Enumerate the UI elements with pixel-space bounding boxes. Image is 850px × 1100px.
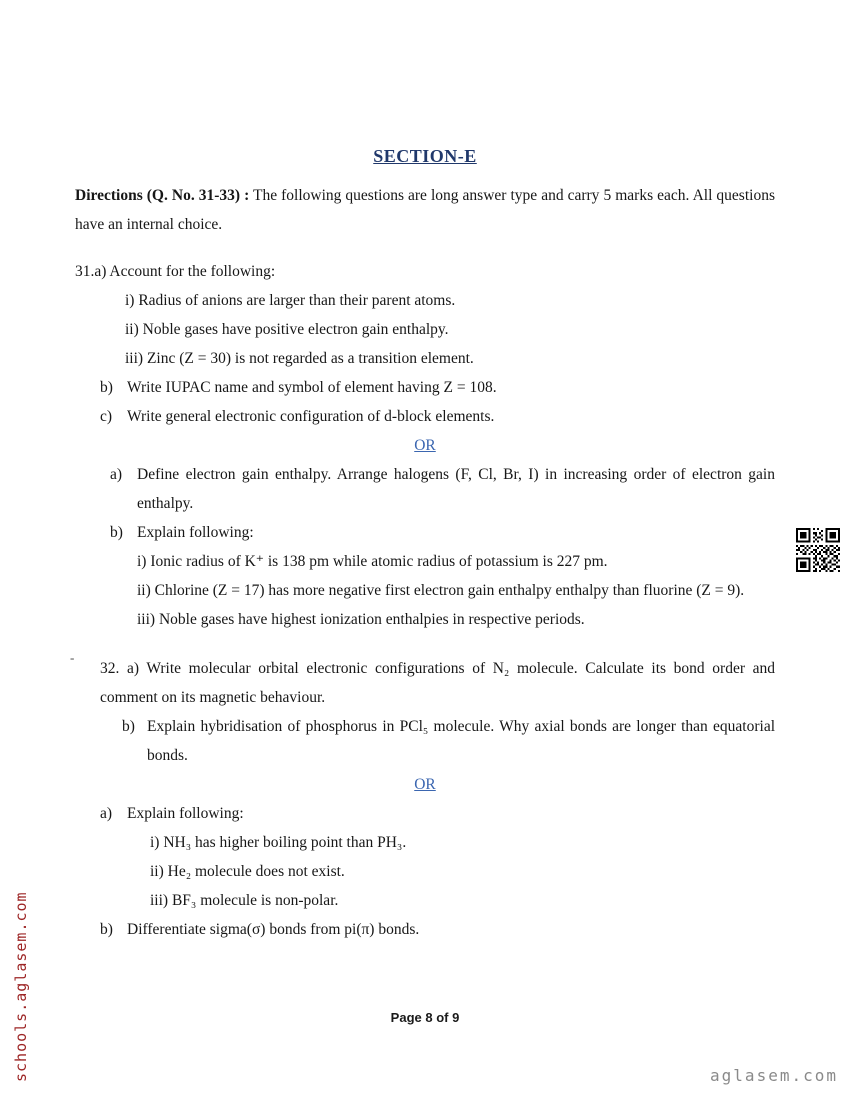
- q31-alt-sub-iii: iii) Noble gases have highest ionization enthalpies in respective periods.: [137, 611, 585, 628]
- q32-alt-b-label: b): [100, 921, 113, 938]
- qr-code-graphic: [796, 528, 840, 572]
- q32-part-b-label: b): [122, 718, 135, 735]
- section-title: [75, 146, 775, 167]
- stray-dash: -: [70, 650, 75, 665]
- q31-alt-b-text: Explain following:: [137, 524, 254, 541]
- q31-alt-sub-i: i) Ionic radius of K⁺ is 138 pm while atomic radius of potassium is 227 pm.: [137, 553, 608, 570]
- page-number: Page 8 of 9: [390, 1010, 460, 1025]
- q31-alt-a: [110, 460, 775, 518]
- q31-alt-b-label: b): [110, 524, 123, 541]
- directions-text: The following questions are long answer type and carry 5 marks each. All questions have an internal choice.: [75, 187, 775, 233]
- section-title-text: SECTION-E: [373, 146, 477, 166]
- q31-part-b: [100, 373, 775, 402]
- q32-alt-sub-ii: ii) He₂ molecule does not exist.: [150, 863, 345, 880]
- q31-part-c-text: Write general electronic configuration of d-block elements.: [127, 408, 495, 425]
- question-32: [75, 654, 775, 944]
- q31-or-divider: OR: [414, 437, 436, 454]
- q31-alt-a-text: Define electron gain enthalpy. Arrange halogens (F, Cl, Br, I) in increasing order of electron gain enthalpy.: [137, 466, 775, 512]
- q31-sub-ii: ii) Noble gases have positive electron gain enthalpy.: [125, 321, 449, 338]
- q31-sub-iii: iii) Zinc (Z = 30) is not regarded as a transition element.: [125, 350, 474, 367]
- document-body: [75, 146, 775, 944]
- watermark-bottom-right: aglasem.com: [710, 1066, 838, 1085]
- q31-part-b-label: b): [100, 379, 113, 396]
- q31-part-c: [100, 402, 775, 431]
- q32-alt-a-text: Explain following:: [127, 805, 244, 822]
- q31-intro: 31.a) Account for the following:: [75, 263, 276, 280]
- q32-alt-b-text: Differentiate sigma(σ) bonds from pi(π) bonds.: [127, 921, 420, 938]
- directions-paragraph: [75, 181, 775, 239]
- q31-alt-a-label: a): [110, 466, 123, 483]
- q32-alt-b: [100, 915, 775, 944]
- q31-alt-b: [110, 518, 775, 547]
- qr-code: [796, 528, 840, 572]
- q32-alt-a-label: a): [100, 805, 113, 822]
- q31-part-b-text: Write IUPAC name and symbol of element having Z = 108.: [127, 379, 497, 396]
- q32-alt-sub-iii: iii) BF₃ molecule is non-polar.: [150, 892, 339, 909]
- q32-part-b: [122, 712, 775, 770]
- q32-alt-sub-i: i) NH₃ has higher boiling point than PH₃.: [150, 834, 407, 851]
- q31-part-c-label: c): [100, 408, 113, 425]
- q32-or-divider: OR: [414, 776, 436, 793]
- q31-sub-i: i) Radius of anions are larger than their parent atoms.: [125, 292, 456, 309]
- q31-alt-sub-ii: ii) Chlorine (Z = 17) has more negative first electron gain enthalpy enthalpy than fluorine (Z = 9).: [137, 582, 745, 599]
- question-31: [75, 257, 775, 634]
- q32-part-a: 32. a) Write molecular orbital electronic configurations of N₂ molecule. Calculate its bond order and comment on its magnetic behaviour.: [100, 660, 775, 706]
- watermark-left: schools.aglasem.com: [12, 891, 30, 1082]
- q32-part-b-text: Explain hybridisation of phosphorus in PCl₅ molecule. Why axial bonds are longer than equatorial bonds.: [147, 718, 775, 764]
- q32-alt-a: [100, 799, 775, 828]
- directions-bold: Directions (Q. No. 31-33) :: [75, 187, 250, 204]
